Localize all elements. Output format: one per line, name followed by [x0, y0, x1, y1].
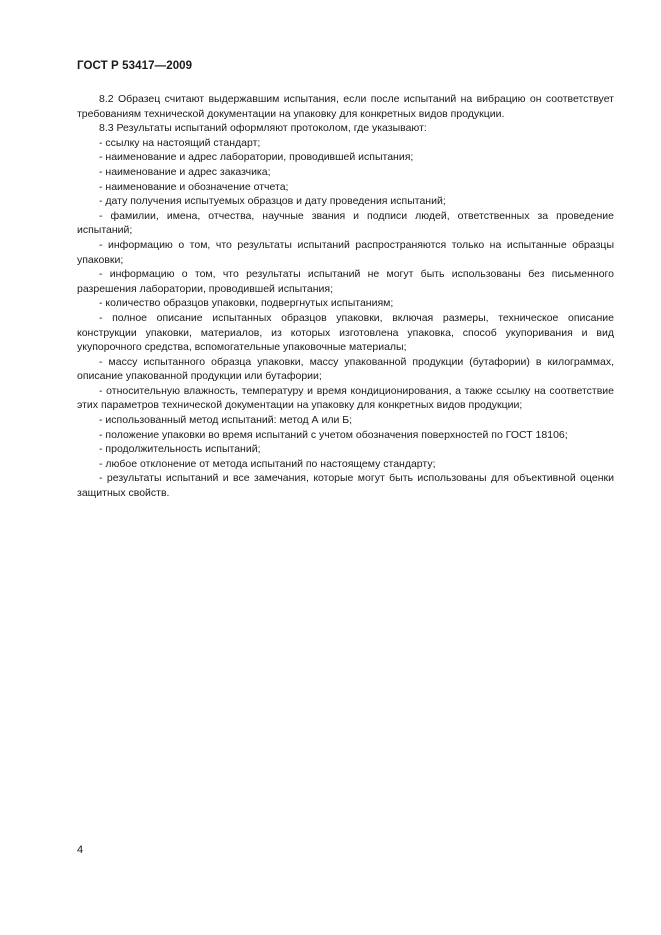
- list-item: - продолжительность испытаний;: [99, 443, 261, 456]
- list-item: - наименование и обозначение отчета;: [99, 180, 289, 193]
- paragraph-8-2: 8.2 Образец считают выдержавшим испытания, если после испытаний на вибрацию он соответствует требованиям технической документации на упаковку для конкретных видов продукции.: [77, 93, 614, 120]
- list-item: - информацию о том, что результаты испытаний распространяются только на испытанные образцы упаковки;: [77, 238, 614, 266]
- list-item: - полное описание испытанных образцов упаковки, включая размеры, техническое описание конструкции упаковки, материалов, из которых изготовлена упаковка, способ укупоривания и вид укупорочного средства, вспомогательные упаковочные материалы;: [77, 311, 614, 354]
- document-header: ГОСТ Р 53417—2009: [77, 60, 193, 72]
- list-item: - ссылку на настоящий стандарт;: [99, 136, 261, 149]
- list-item: - массу испытанного образца упаковки, массу упакованной продукции (бутафории) в килограммах, описание упакованной продукции или бутафории;: [77, 355, 614, 383]
- page-number: 4: [77, 844, 84, 856]
- paragraph-8-3: 8.3 Результаты испытаний оформляют протоколом, где указывают:: [99, 122, 427, 135]
- list-item: - положение упаковки во время испытаний с учетом обозначения поверхностей по ГОСТ 18106;: [99, 428, 568, 441]
- list-item: - результаты испытаний и все замечания, которые могут быть использованы для объективной оценки защитных свойств.: [77, 472, 614, 500]
- list-item: - дату получения испытуемых образцов и дату проведения испытаний;: [99, 195, 446, 208]
- list-item: - использованный метод испытаний: метод А или Б;: [99, 414, 353, 427]
- list-item: - наименование и адрес заказчика;: [99, 165, 271, 178]
- list-item: - фамилии, имена, отчества, научные звания и подписи людей, ответственных за проведение испытаний;: [77, 209, 614, 237]
- list-item: - информацию о том, что результаты испытаний не могут быть использованы без письменного разрешения лаборатории, проводившей испытания;: [77, 268, 614, 295]
- document-body: [77, 92, 614, 501]
- list-item: - относительную влажность, температуру и время кондиционирования, а также ссылку на соответствие этих параметров технической документации на упаковку для конкретных видов продукции;: [77, 384, 614, 412]
- list-item: - наименование и адрес лаборатории, проводившей испытания;: [99, 151, 414, 164]
- list-item: - количество образцов упаковки, подвергнутых испытаниям;: [99, 297, 394, 310]
- list-item: - любое отклонение от метода испытаний по настоящему стандарту;: [99, 457, 436, 470]
